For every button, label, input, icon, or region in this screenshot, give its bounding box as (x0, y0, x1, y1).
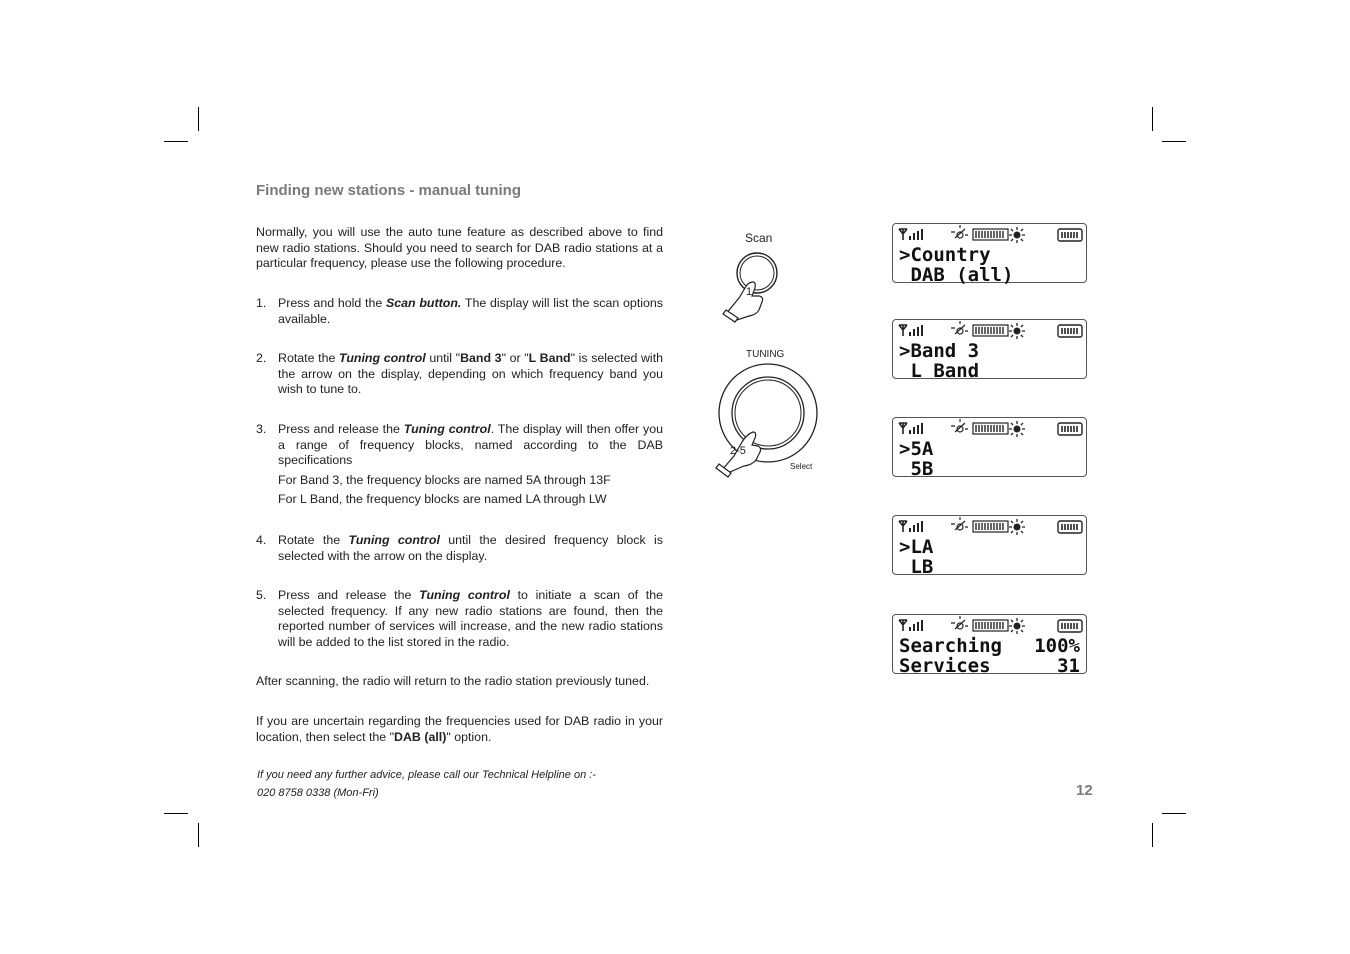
lcd-line-1-right: 100% (1034, 635, 1080, 657)
crop-mark (1162, 813, 1186, 814)
lcd-line-2: L Band (899, 360, 980, 382)
scan-button-diagram (715, 248, 795, 328)
crop-mark (1152, 823, 1153, 847)
lcd-line-1: >LA (899, 536, 934, 558)
lcd-display-lband-blocks (892, 515, 1087, 578)
crop-mark (1162, 141, 1186, 142)
crop-mark (1152, 107, 1153, 131)
scan-label: Scan (745, 231, 773, 245)
step-number: 1. (256, 296, 267, 310)
step-text: Rotate the Tuning control until "Band 3" or "L Band" is selected with the arrow on the display, depending on which frequency band you wish to tune to. (278, 351, 664, 397)
step-text: Press and release the Tuning control to initiate a scan of the selected frequency. If any new radio stations are found, then the reported number of services will increase, and the new radio stations will be added to the list stored in the radio. (278, 588, 663, 649)
crop-mark (164, 813, 188, 814)
uncertain-paragraph: If you are uncertain regarding the frequencies used for DAB radio in your location, then select the "DAB (all)" option. (256, 714, 663, 744)
step-number: 5. (256, 588, 267, 602)
lcd-display-band (892, 319, 1087, 382)
lcd-line-1: >5A (899, 438, 934, 460)
helpline-text: If you need any further advice, please call our Technical Helpline on :- (257, 769, 596, 781)
step-subtext: For Band 3, the frequency blocks are named 5A through 13F (278, 472, 611, 487)
lcd-display-searching (892, 614, 1087, 677)
step-number: 3. (256, 422, 267, 436)
step-number: 2. (256, 351, 267, 365)
step-1 (256, 296, 663, 327)
tuning-label: TUNING (746, 349, 785, 360)
step-subtext: For L Band, the frequency blocks are named LA through LW (278, 492, 607, 507)
status-icons (893, 418, 1088, 440)
step-5 (256, 588, 663, 650)
step-3 (256, 422, 663, 508)
status-icons (893, 516, 1088, 538)
step-4 (256, 533, 663, 564)
lcd-display-country (892, 223, 1087, 286)
lcd-line-2: 5B (899, 458, 934, 480)
crop-mark (198, 823, 199, 847)
crop-mark (164, 141, 188, 142)
page-number: 12 (1076, 782, 1093, 799)
lcd-line-2: Services (899, 655, 991, 677)
step-2 (256, 351, 663, 398)
lcd-line-1: >Band 3 (899, 340, 980, 362)
lcd-line-2-right: 31 (1057, 655, 1080, 677)
helpline-number: 020 8758 0338 (Mon-Fri) (257, 787, 379, 799)
lcd-line-1: Searching (899, 635, 1002, 657)
select-label: Select (790, 462, 813, 471)
step-text: Press and release the Tuning control. The display will then offer you a range of frequency blocks, named according to the DAB specifications (278, 422, 663, 468)
lcd-line-2: DAB (all) (899, 264, 1014, 286)
after-paragraph: After scanning, the radio will return to the radio station previously tuned. (256, 674, 650, 688)
step-number: 4. (256, 533, 267, 547)
step-text: Press and hold the Scan button. The display will list the scan options available. (278, 296, 663, 326)
lcd-line-1: >Country (899, 244, 991, 266)
status-icons (893, 224, 1088, 246)
lcd-line-2: LB (899, 556, 934, 578)
status-icons (893, 320, 1088, 342)
step-text: Rotate the Tuning control until the desired frequency block is selected with the arrow on the display. (278, 533, 663, 563)
crop-mark (198, 107, 199, 131)
tuning-step-number: 2-5 (730, 445, 746, 457)
scan-step-number: 1 (746, 286, 753, 298)
status-icons (893, 615, 1088, 637)
intro-paragraph: Normally, you will use the auto tune feature as described above to find new radio stations. Should you need to search for DAB radio stations at a particular frequency, please use the following procedure. (256, 225, 663, 271)
section-heading: Finding new stations - manual tuning (256, 182, 521, 199)
lcd-display-band3-blocks (892, 417, 1087, 480)
